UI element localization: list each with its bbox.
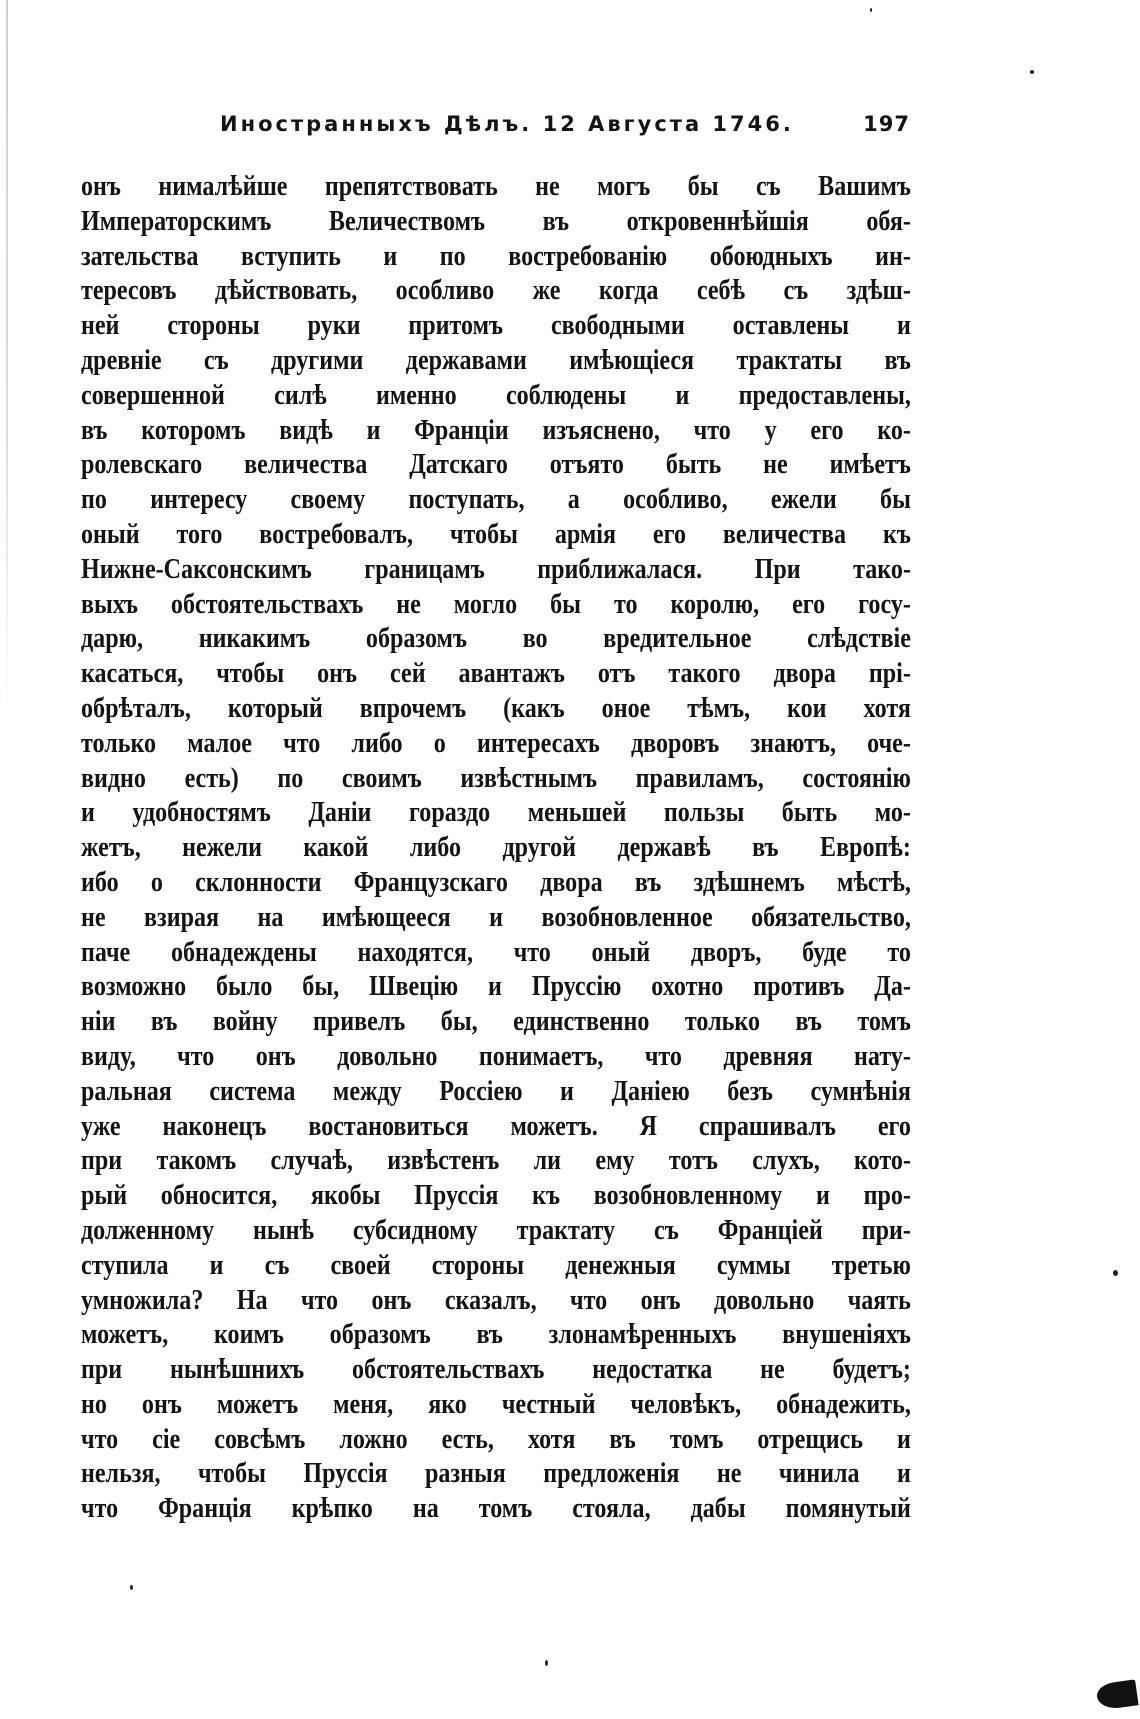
text-line: выхъ обстоятельствахъ не могло бы то королю, его госу-: [81, 588, 911, 620]
text-line: умножила? На что онъ сказалъ, что онъ довольно чаять: [81, 1284, 911, 1316]
text-line: ибо о склонности Французскаго двора въ здѣшнемъ мѣстѣ,: [81, 866, 911, 898]
scan-speck: [1113, 1270, 1118, 1276]
text-line: при нынѣшнихъ обстоятельствахъ недостатка не будетъ;: [81, 1354, 911, 1386]
text-line: что Франція крѣпко на томъ стояла, дабы помянутый: [81, 1493, 911, 1525]
text-line: зательства вступить и по востребованію обоюдныхъ ин-: [81, 240, 911, 272]
text-line: обрѣталъ, который впрочемъ (какъ оное тѣмъ, кои хотя: [81, 692, 911, 724]
body-text: [81, 170, 911, 1527]
page-number: 197: [863, 112, 910, 136]
text-line: но онъ можетъ меня, яко честный человѣкъ, обнадежить,: [81, 1388, 911, 1420]
text-line: и удобностямъ Даніи гораздо меньшей пользы быть мо-: [81, 797, 911, 829]
scan-speck: [545, 1660, 548, 1666]
scan-speck: [130, 1585, 133, 1590]
text-line: Императорскимъ Величествомъ въ откровеннѣйшія обя-: [81, 205, 911, 237]
text-line: касаться, чтобы онъ сей авантажъ отъ такого двора прі-: [81, 658, 911, 690]
text-line: ролевскаго величества Датскаго отъято быть не имѣетъ: [81, 449, 911, 481]
text-line: тересовъ дѣйствовать, особливо же когда себѣ съ здѣш-: [81, 275, 911, 307]
text-line: нельзя, чтобы Пруссія разныя предложенія не чинила и: [81, 1458, 911, 1490]
text-line: только малое что либо о интересахъ дворовъ знаютъ, оче-: [81, 727, 911, 759]
text-line: долженному нынѣ субсидному трактату съ Франціей при-: [81, 1214, 911, 1246]
text-line: въ которомъ видѣ и Франціи изъяснено, что у его ко-: [81, 414, 911, 446]
scan-speck: [1030, 70, 1034, 74]
text-line: дарю, никакимъ образомъ во вредительное слѣдствіе: [81, 623, 911, 655]
text-line: ней стороны руки притомъ свободными оставлены и: [81, 310, 911, 342]
text-line: видно есть) по своимъ извѣстнымъ правиламъ, состоянію: [81, 762, 911, 794]
scan-speck: [870, 8, 872, 12]
running-title: Иностранныхъ Дѣлъ. 12 Августа 1746.: [220, 112, 794, 136]
page-header: [220, 112, 910, 142]
text-line: возможно было бы, Швецію и Пруссію охотно противъ Да-: [81, 971, 911, 1003]
text-line: совершенной силѣ именно соблюдены и предоставлены,: [81, 379, 911, 411]
text-line: не взирая на имѣющееся и возобновленное обязательство,: [81, 901, 911, 933]
text-line: онъ нималѣйше препятствовать не могъ бы съ Вашимъ: [81, 171, 911, 202]
text-line: рый обносится, якобы Пруссія къ возобновленному и про-: [81, 1180, 911, 1212]
text-line: виду, что онъ довольно понимаетъ, что древняя нату-: [81, 1040, 911, 1072]
text-line: что сіе совсѣмъ ложно есть, хотя въ томъ отрещись и: [81, 1423, 911, 1455]
text-line: можетъ, коимъ образомъ въ злонамѣренныхъ внушеніяхъ: [81, 1319, 911, 1351]
text-line: ральная система между Россіею и Даніею безъ сумнѣнія: [81, 1075, 911, 1107]
text-line: при такомъ случаѣ, извѣстенъ ли ему тотъ слухъ, кото-: [81, 1145, 911, 1177]
text-line: уже наконецъ востановиться можетъ. Я спрашивалъ его: [81, 1110, 911, 1142]
text-line: Нижне-Саксонскимъ границамъ приближалася. При тако-: [81, 553, 911, 585]
text-line: паче обнадеждены находятся, что оный дворъ, буде то: [81, 936, 911, 968]
text-line: ступила и съ своей стороны денежныя суммы третью: [81, 1249, 911, 1281]
text-line: жетъ, нежели какой либо другой державѣ въ Европѣ:: [81, 832, 911, 864]
text-line: оный того востребовалъ, чтобы армія его величества къ: [81, 518, 911, 550]
scan-margin-line: [6, 0, 8, 720]
scan-corner-mark: [1095, 1679, 1138, 1710]
text-line: древніе съ другими державами имѣющіеся трактаты въ: [81, 344, 911, 376]
text-line: ніи въ войну привелъ бы, единственно только въ томъ: [81, 1006, 911, 1038]
text-line: по интересу своему поступать, а особливо, ежели бы: [81, 484, 911, 516]
